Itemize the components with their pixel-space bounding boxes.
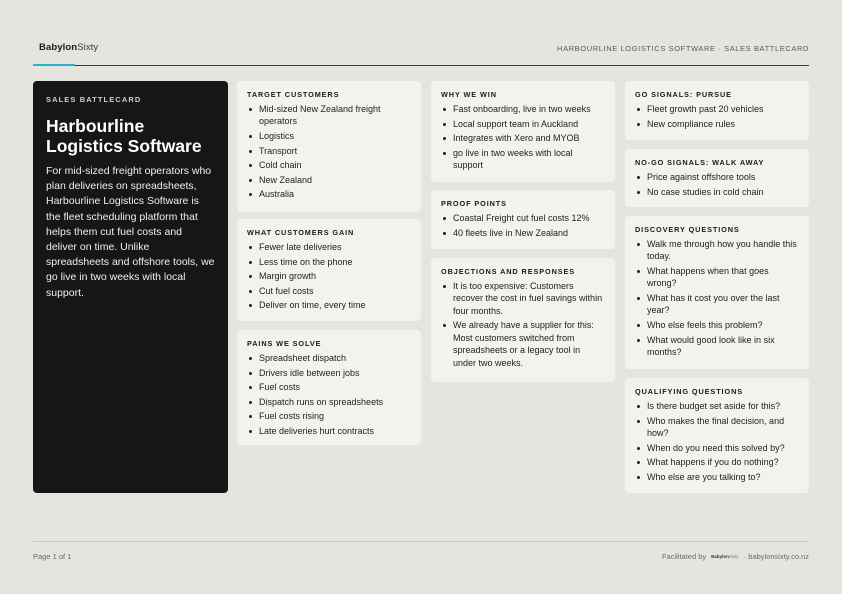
card-title: QUALIFYING QUESTIONS <box>635 387 743 396</box>
proof-points-list <box>441 212 605 239</box>
card-no-go-signals <box>625 149 809 207</box>
card-what-customers-gain <box>237 219 421 321</box>
list-item: Cold chain <box>247 159 411 171</box>
list-item: Is there budget set aside for this? <box>635 400 799 412</box>
list-item: No case studies in cold chain <box>635 186 799 198</box>
list-item: New compliance rules <box>635 118 799 130</box>
discovery-questions-list <box>635 238 799 358</box>
card-title: TARGET CUSTOMERS <box>247 90 340 99</box>
list-item: Who makes the final decision, and how? <box>635 415 799 440</box>
list-item: What would good look like in six months? <box>635 334 799 359</box>
what-customers-gain-list <box>247 241 411 312</box>
list-item: What happens when that goes wrong? <box>635 265 799 290</box>
list-item: What happens if you do nothing? <box>635 456 799 468</box>
list-item: Dispatch runs on spreadsheets <box>247 396 411 408</box>
mini-logo-bold-text: Babylon <box>711 554 729 559</box>
list-item: Australia <box>247 188 411 200</box>
card-why-we-win <box>431 81 615 182</box>
hero-panel <box>33 81 228 493</box>
list-item: Margin growth <box>247 270 411 282</box>
card-qualifying-questions <box>625 378 809 493</box>
card-title: NO-GO SIGNALS: WALK AWAY <box>635 158 765 167</box>
list-item: We already have a supplier for this: Most customers switched from spreadsheets or a legacy tool in under two weeks. <box>441 319 605 369</box>
card-title: PAINS WE SOLVE <box>247 339 322 348</box>
list-item: Who else are you talking to? <box>635 471 799 483</box>
list-item: go live in two weeks with local support <box>441 147 605 172</box>
list-item: Late deliveries hurt contracts <box>247 425 411 437</box>
card-objections-and-responses <box>431 258 615 382</box>
footer-credit <box>662 552 809 561</box>
card-title: GO SIGNALS: PURSUE <box>635 90 732 99</box>
no-go-signals-list <box>635 171 799 198</box>
page-number: Page 1 of 1 <box>33 552 72 561</box>
list-item: Fleet growth past 20 vehicles <box>635 103 799 115</box>
list-item: Less time on the phone <box>247 256 411 268</box>
hero-eyebrow: SALES BATTLECARD <box>46 95 142 104</box>
list-item: Price against offshore tools <box>635 171 799 183</box>
card-pains-we-solve <box>237 330 421 445</box>
list-item: Coastal Freight cut fuel costs 12% <box>441 212 605 224</box>
list-item: What has it cost you over the last year? <box>635 292 799 317</box>
list-item: Local support team in Auckland <box>441 118 605 130</box>
list-item: Fewer late deliveries <box>247 241 411 253</box>
card-target-customers <box>237 81 421 212</box>
list-item: Drivers idle between jobs <box>247 367 411 379</box>
target-customers-list <box>247 103 411 201</box>
logo-accent-bar <box>33 64 75 66</box>
list-item: When do you need this solved by? <box>635 442 799 454</box>
list-item: 40 fleets live in New Zealand <box>441 227 605 239</box>
card-go-signals <box>625 81 809 140</box>
pains-we-solve-list <box>247 352 411 437</box>
objections-list <box>441 280 605 369</box>
card-title: WHY WE WIN <box>441 90 497 99</box>
facilitated-by-label: Facilitated by <box>661 552 707 561</box>
card-title: PROOF POINTS <box>441 199 507 208</box>
hero-title: Harbourline Logistics Software <box>46 116 202 156</box>
card-title: OBJECTIONS AND RESPONSES <box>441 267 576 276</box>
page-header <box>33 40 809 66</box>
header-document-title: HARBOURLINE LOGISTICS SOFTWARE · SALES BATTLECARD <box>557 44 809 53</box>
list-item: Mid-sized New Zealand freight operators <box>247 103 411 128</box>
babylon-sixty-mini-logo <box>711 554 739 559</box>
list-item: Logistics <box>247 130 411 142</box>
hero-description: For mid-sized freight operators who plan deliveries on spreadsheets, Harbourline Logistics Software is the fleet scheduling platform that helps them cut fuel costs and deliver on time. Unlike spreadsheets and offshore tools, we go live in two weeks with local support. <box>46 165 215 299</box>
qualifying-questions-list <box>635 400 799 483</box>
card-discovery-questions <box>625 216 809 369</box>
babylon-sixty-logo <box>39 42 98 53</box>
list-item: Integrates with Xero and MYOB <box>441 132 605 144</box>
why-we-win-list <box>441 103 605 172</box>
list-item: Deliver on time, every time <box>247 299 411 311</box>
list-item: Transport <box>247 145 411 157</box>
card-title: DISCOVERY QUESTIONS <box>635 225 740 234</box>
list-item: New Zealand <box>247 174 411 186</box>
list-item: Fuel costs rising <box>247 410 411 422</box>
go-signals-list <box>635 103 799 130</box>
list-item: Fast onboarding, live in two weeks <box>441 103 605 115</box>
card-title: WHAT CUSTOMERS GAIN <box>247 228 355 237</box>
list-item: Fuel costs <box>247 381 411 393</box>
list-item: Spreadsheet dispatch <box>247 352 411 364</box>
list-item: Cut fuel costs <box>247 285 411 297</box>
list-item: It is too expensive: Customers recover the cost in fuel savings within four months. <box>441 280 605 317</box>
mini-logo-light-text: Sixty <box>728 554 739 559</box>
website-link[interactable]: · babylonsixty.co.nz <box>743 552 809 561</box>
footer-divider <box>33 541 809 542</box>
card-proof-points <box>431 190 615 249</box>
list-item: Walk me through how you handle this today. <box>635 238 799 263</box>
list-item: Who else feels this problem? <box>635 319 799 331</box>
logo-bold-text: Babylon <box>39 42 78 53</box>
logo-light-text: Sixty <box>77 42 99 53</box>
